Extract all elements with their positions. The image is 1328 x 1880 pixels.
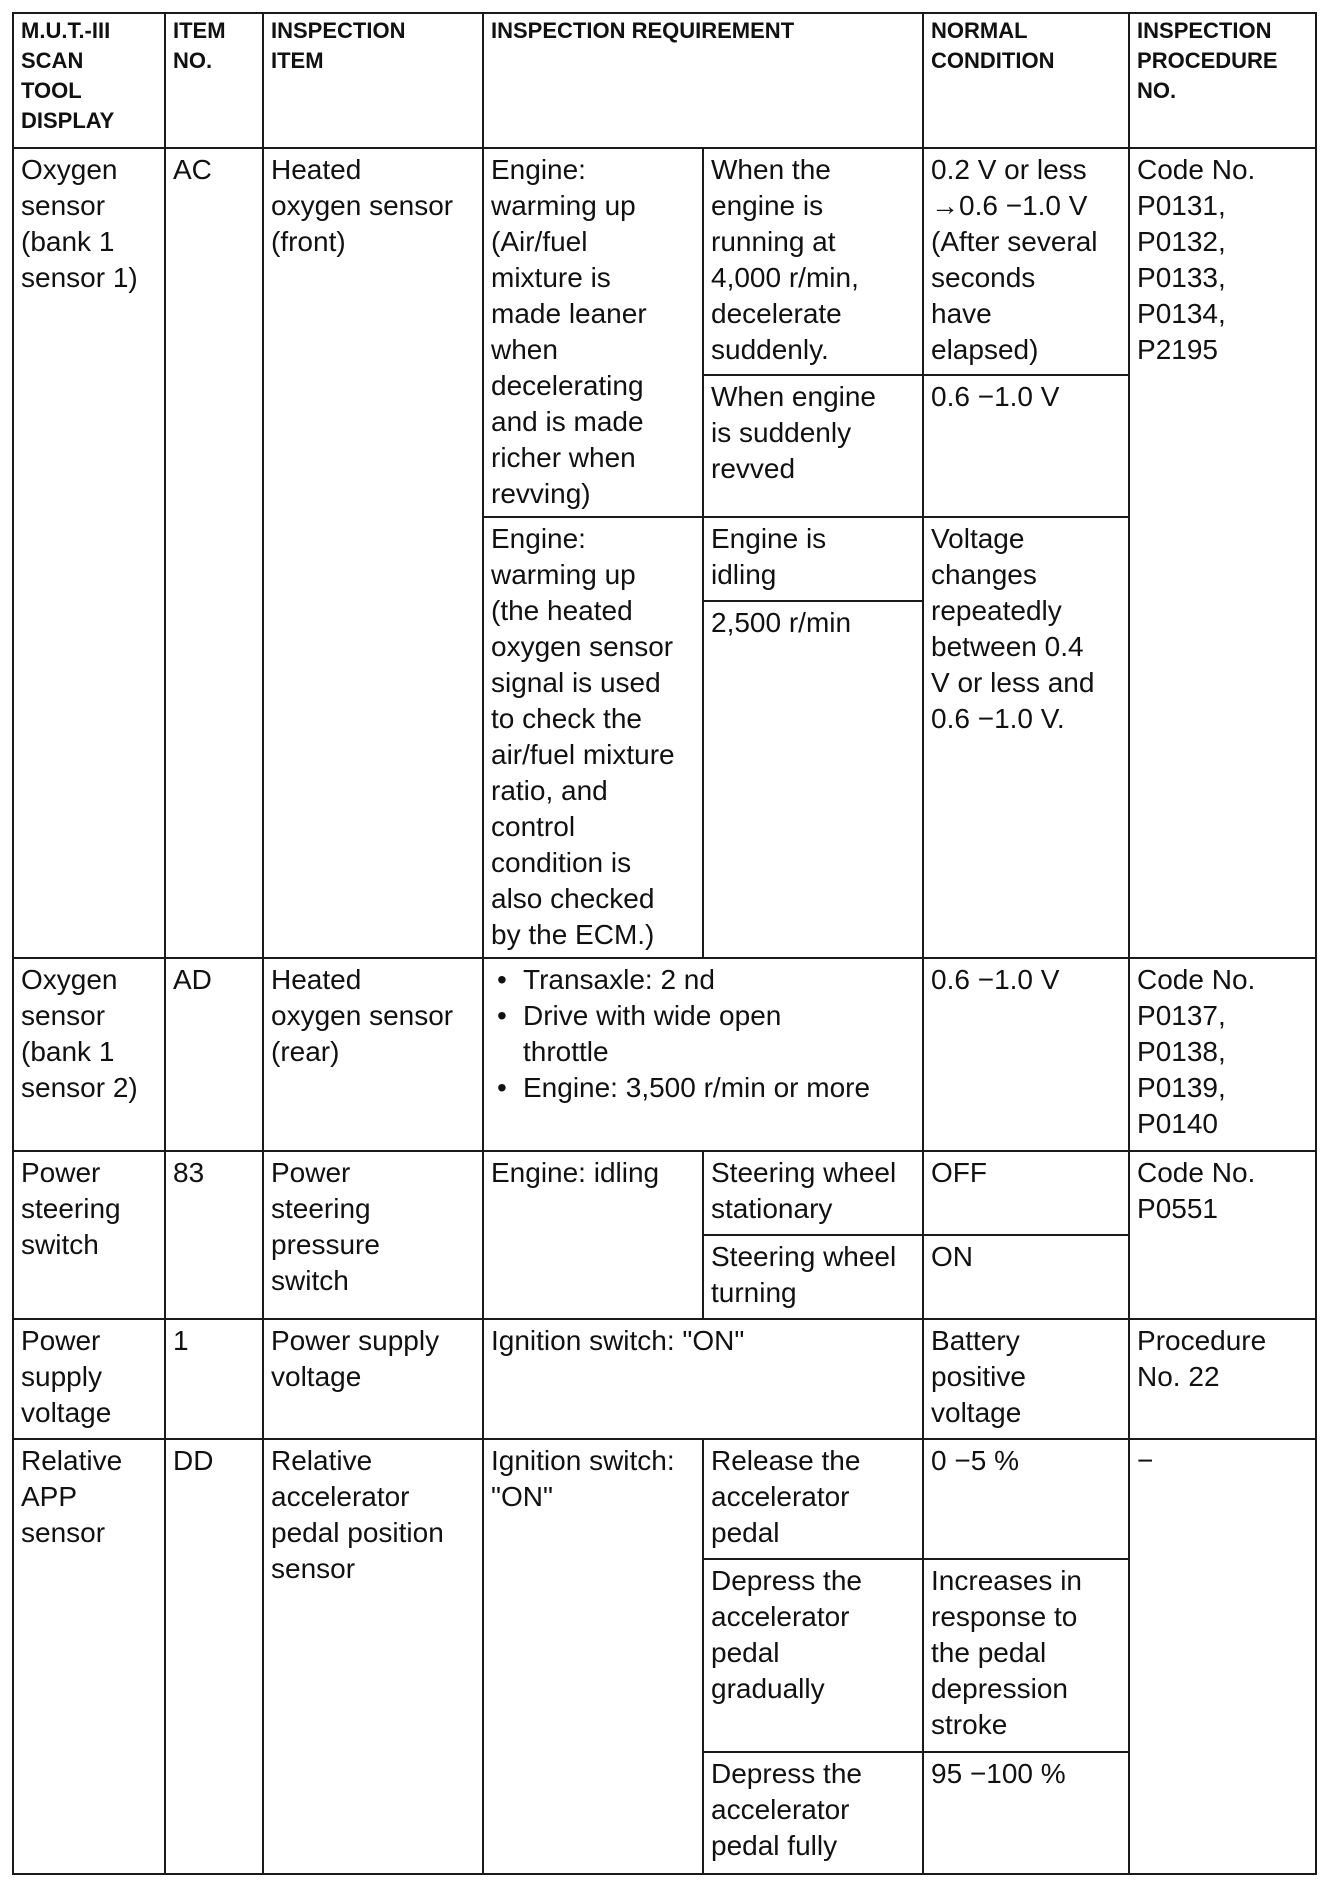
cell-display: Relative APP sensor: [13, 1439, 165, 1874]
cell-normal: ON: [923, 1235, 1129, 1319]
table-row: [13, 1151, 1316, 1235]
table-row: [13, 1439, 1316, 1559]
cell-procedure: Code No. P0137, P0138, P0139, P0140: [1129, 958, 1316, 1151]
cell-item: Power supply voltage: [263, 1319, 483, 1439]
header-requirement: INSPECTION REQUIREMENT: [483, 13, 923, 148]
cell-requirement: Ignition switch: "ON": [483, 1439, 703, 1874]
cell-condition: Engine is idling: [703, 517, 923, 601]
bullet-item: • Engine: 3,500 r/min or more: [523, 1070, 916, 1106]
table-row: [13, 148, 1316, 375]
cell-display: Power supply voltage: [13, 1319, 165, 1439]
cell-procedure: Procedure No. 22: [1129, 1319, 1316, 1439]
cell-condition: Steering wheel stationary: [703, 1151, 923, 1235]
cell-item: Power steering pressure switch: [263, 1151, 483, 1319]
cell-item-no: AC: [165, 148, 263, 958]
cell-normal: OFF: [923, 1151, 1129, 1235]
cell-item: Heated oxygen sensor (rear): [263, 958, 483, 1151]
cell-requirement: Engine: idling: [483, 1151, 703, 1319]
cell-condition: Release the accelerator pedal: [703, 1439, 923, 1559]
cell-display: Oxygen sensor (bank 1 sensor 2): [13, 958, 165, 1151]
cell-normal: 0.6 −1.0 V: [923, 958, 1129, 1151]
cell-normal: 0.2 V or less →0.6 −1.0 V (After several seconds have elapsed): [923, 148, 1129, 375]
cell-normal: 0.6 −1.0 V: [923, 375, 1129, 517]
cell-item-no: AD: [165, 958, 263, 1151]
cell-item-no: 1: [165, 1319, 263, 1439]
cell-normal: Increases in response to the pedal depression stroke: [923, 1559, 1129, 1752]
cell-display: Power steering switch: [13, 1151, 165, 1319]
cell-item: Relative accelerator pedal position sensor: [263, 1439, 483, 1874]
cell-item: Heated oxygen sensor (front): [263, 148, 483, 958]
cell-requirement: Engine: warming up (Air/fuel mixture is made leaner when decelerating and is made richer when revving): [483, 148, 703, 517]
cell-normal: Voltage changes repeatedly between 0.4 V or less and 0.6 −1.0 V.: [923, 517, 1129, 958]
cell-item-no: DD: [165, 1439, 263, 1874]
cell-requirement: Engine: warming up (the heated oxygen sensor signal is used to check the air/fuel mixture ratio, and control condition is also checked by the ECM.): [483, 517, 703, 958]
cell-condition: When the engine is running at 4,000 r/min, decelerate suddenly.: [703, 148, 923, 375]
cell-condition: Depress the accelerator pedal fully: [703, 1752, 923, 1874]
header-row: [13, 13, 1316, 148]
table-row: [13, 958, 1316, 1151]
cell-procedure: Code No. P0551: [1129, 1151, 1316, 1319]
cell-normal: Battery positive voltage: [923, 1319, 1129, 1439]
header-normal: NORMAL CONDITION: [923, 13, 1129, 148]
bullet-item: • Drive with wide open throttle: [523, 998, 916, 1070]
cell-procedure: −: [1129, 1439, 1316, 1874]
cell-condition: Steering wheel turning: [703, 1235, 923, 1319]
header-procedure: INSPECTION PROCEDURE NO.: [1129, 13, 1316, 148]
cell-condition: 2,500 r/min: [703, 601, 923, 958]
inspection-table: [12, 12, 1317, 1875]
table-row: [13, 1319, 1316, 1439]
cell-procedure: Code No. P0131, P0132, P0133, P0134, P2195: [1129, 148, 1316, 958]
cell-requirement: [483, 958, 923, 1151]
requirement-bullets: [491, 962, 916, 1106]
cell-item-no: 83: [165, 1151, 263, 1319]
header-item: INSPECTION ITEM: [263, 13, 483, 148]
header-item-no: ITEM NO.: [165, 13, 263, 148]
cell-condition: Depress the accelerator pedal gradually: [703, 1559, 923, 1752]
cell-normal: 95 −100 %: [923, 1752, 1129, 1874]
bullet-item: • Transaxle: 2 nd: [523, 962, 916, 998]
cell-condition: When engine is suddenly revved: [703, 375, 923, 517]
cell-requirement: Ignition switch: "ON": [483, 1319, 923, 1439]
cell-display: Oxygen sensor (bank 1 sensor 1): [13, 148, 165, 958]
cell-normal: 0 −5 %: [923, 1439, 1129, 1559]
header-display: M.U.T.-III SCAN TOOL DISPLAY: [13, 13, 165, 148]
